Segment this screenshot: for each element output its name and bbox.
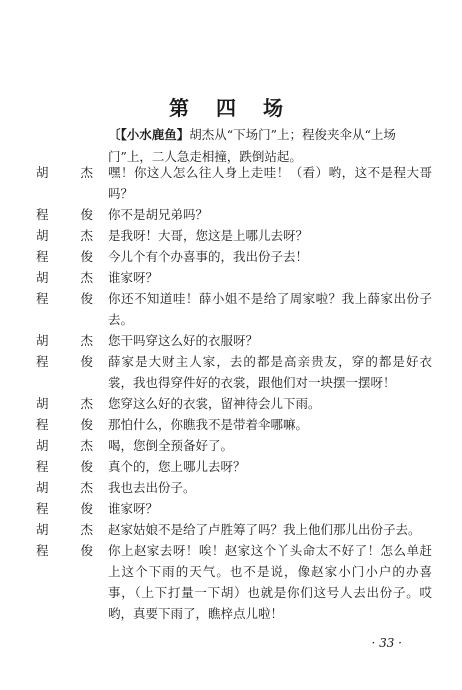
speaker-name: 程 俊 (36, 291, 107, 306)
dialogue-line (0, 246, 462, 267)
line-text: 那怕什么，你瞧我不是带着伞哪嘛。 (108, 417, 309, 432)
speaker-name: 程 俊 (36, 459, 107, 474)
speaker-name: 程 俊 (36, 249, 107, 264)
dialogue-line (0, 288, 462, 330)
line-text: 赵家姑娘不是给了卢胜筹了吗？我上他们那儿出份子去。 (108, 522, 421, 537)
speaker-name: 胡 杰 (36, 165, 107, 180)
dialogue-line (0, 393, 462, 414)
speaker-name: 胡 杰 (36, 438, 107, 453)
dialogue-line (0, 267, 462, 288)
stage-direction-label: 〔【小水鹿鱼】 (108, 127, 190, 142)
line-text: 今儿个有个办喜事的，我出份子去！ (108, 249, 309, 264)
dialogue-line (0, 162, 462, 204)
speaker-name: 程 俊 (36, 207, 107, 222)
line-text: 你不是胡兄弟吗？ (108, 207, 209, 222)
line-text: 谁家呀？ (108, 270, 159, 285)
speaker-name: 胡 杰 (36, 522, 107, 537)
line-text: 嘿！你这人怎么往人身上走哇！（看）哟，这不是程大哥吗？ (108, 165, 432, 201)
dialogue-line (0, 204, 462, 225)
dialogue-line (0, 225, 462, 246)
line-text: 喝，您倒全预备好了。 (108, 438, 234, 453)
page-number: · 33 · (371, 636, 402, 650)
speaker-name: 胡 杰 (36, 228, 107, 243)
speaker-name: 胡 杰 (36, 333, 107, 348)
speaker-name: 程 俊 (36, 354, 107, 369)
line-text: 你上赵家去呀！唉！赵家这个丫头命太不好了！怎么单赶上这个下雨的天气。也不是说，像赵家小门小户的办喜事，（上下打量一下胡）也就是你们这号人去出份子。哎哟，真要下雨了，瞧梓点儿啦！ (108, 543, 432, 621)
dialogue-block (0, 162, 462, 624)
speaker-name: 程 俊 (36, 417, 107, 432)
line-text: 您穿这么好的衣裳，留神待会儿下雨。 (108, 396, 321, 411)
speaker-name: 胡 杰 (36, 480, 107, 495)
line-text: 你还不知道哇！薛小姐不是给了周家啦？我上薛家出份子去。 (108, 291, 432, 327)
line-text: 您干吗穿这么好的衣服呀？ (108, 333, 259, 348)
speaker-name: 胡 杰 (36, 270, 107, 285)
line-text: 是我呀！大哥，您这是上哪儿去呀？ (108, 228, 309, 243)
dialogue-line (0, 456, 462, 477)
speaker-name: 程 俊 (36, 543, 107, 558)
dialogue-line (0, 498, 462, 519)
line-text: 真个的，您上哪儿去呀？ (108, 459, 246, 474)
dialogue-line (0, 519, 462, 540)
dialogue-line (0, 477, 462, 498)
dialogue-line (0, 435, 462, 456)
stage-direction-text: 胡杰从“下场门”上；程俊夹伞从“上场门”上，二人急走相撞，跌倒站起。 (108, 127, 396, 164)
dialogue-line (0, 414, 462, 435)
line-text: 我也去出份子。 (108, 480, 196, 495)
scene-title: 第 四 场 (169, 96, 293, 120)
dialogue-line (0, 351, 462, 393)
speaker-name: 胡 杰 (36, 396, 107, 411)
line-text: 薛家是大财主人家，去的都是高亲贵友，穿的都是好衣裳，我也得穿件好的衣裳，跟他们对一块摆一摆呀！ (108, 354, 432, 390)
line-text: 谁家呀？ (108, 501, 159, 516)
dialogue-line (0, 540, 462, 624)
speaker-name: 程 俊 (36, 501, 107, 516)
dialogue-line (0, 330, 462, 351)
